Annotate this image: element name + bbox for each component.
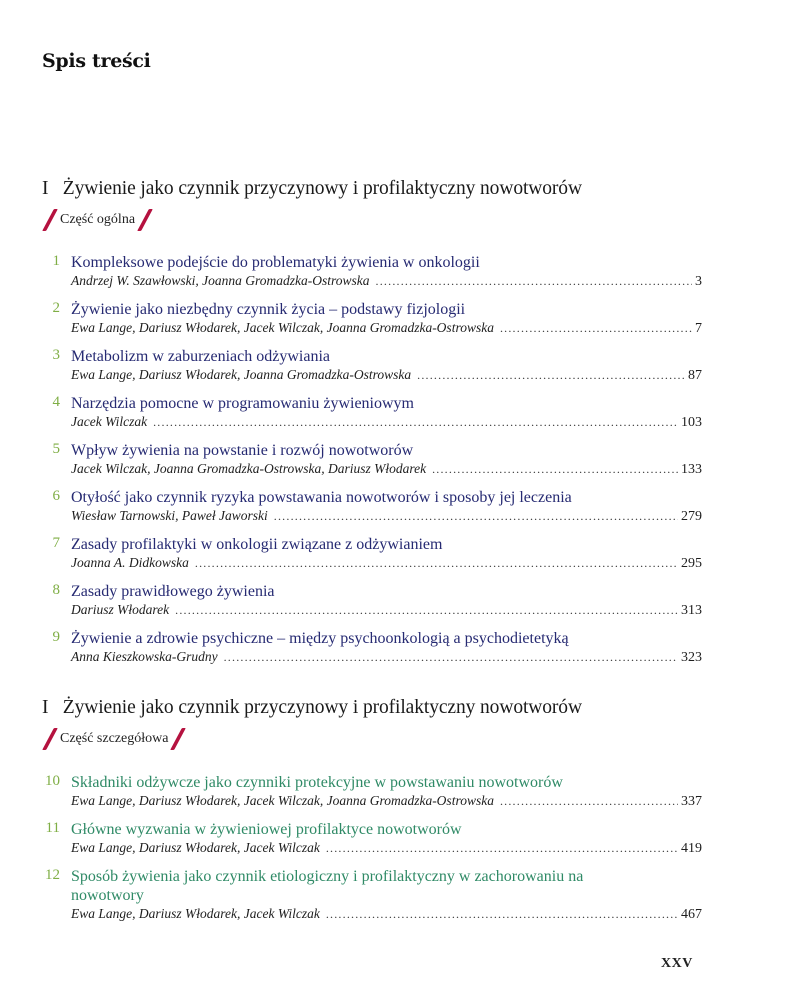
dot-leader	[224, 649, 678, 666]
chapter-title[interactable]: Sposób żywienia jako czynnik etiologiczny i profilaktyczny w zachorowaniu na nowotwory	[71, 868, 584, 904]
dot-leader	[417, 367, 685, 384]
chapter-authors: Ewa Lange, Dariusz Włodarek, Jacek Wilczak	[71, 840, 320, 855]
chapter-page-number[interactable]: 467	[681, 907, 702, 922]
chapter-authors-row	[71, 413, 702, 431]
chapter-page-number[interactable]: 295	[681, 556, 702, 571]
chapter-authors: Jacek Wilczak, Joanna Gromadzka-Ostrowska, Dariusz Włodarek	[71, 461, 427, 476]
toc-entry[interactable]	[42, 441, 702, 478]
subheading-text: Część szczegółowa	[60, 731, 169, 746]
dot-leader	[376, 273, 692, 290]
chapter-list	[42, 253, 702, 666]
chapter-number: 2	[52, 300, 60, 316]
chapter-number: 10	[45, 773, 60, 789]
chapter-page-number[interactable]: 279	[681, 509, 702, 524]
page-title: Spis treści	[42, 50, 151, 72]
dot-leader	[195, 555, 678, 572]
subheading-text: Część ogólna	[60, 212, 136, 227]
chapter-authors-row	[71, 792, 702, 810]
chapter-authors: Ewa Lange, Dariusz Włodarek, Jacek Wilczak	[71, 906, 320, 921]
chapter-number: 9	[52, 629, 60, 645]
chapter-number: 7	[52, 535, 60, 551]
chapter-page-number[interactable]: 7	[695, 321, 702, 336]
chapter-list	[42, 773, 702, 923]
chapter-authors-row	[71, 839, 702, 857]
chapter-authors: Andrzej W. Szawłowski, Joanna Gromadzka-Ostrowska	[71, 273, 370, 288]
dot-leader	[500, 320, 692, 337]
chapter-authors: Ewa Lange, Dariusz Włodarek, Jacek Wilczak, Joanna Gromadzka-Ostrowska	[71, 320, 494, 335]
slash-mark-icon	[42, 209, 58, 231]
chapter-authors-row	[71, 601, 702, 619]
chapter-authors: Dariusz Włodarek	[71, 602, 170, 617]
chapter-number: 4	[52, 394, 60, 410]
dot-leader	[274, 508, 678, 525]
page-number: XXV	[661, 956, 693, 971]
chapter-title[interactable]: Główne wyzwania w żywieniowej profilaktyce nowotworów	[71, 821, 462, 838]
dot-leader	[500, 793, 678, 810]
slash-mark-icon	[42, 728, 58, 750]
chapter-number: 6	[52, 488, 60, 504]
chapter-authors: Ewa Lange, Dariusz Włodarek, Joanna Gromadzka-Ostrowska	[71, 367, 412, 382]
chapter-page-number[interactable]: 3	[695, 274, 702, 289]
chapter-authors: Ewa Lange, Dariusz Włodarek, Jacek Wilczak, Joanna Gromadzka-Ostrowska	[71, 793, 494, 808]
chapter-authors-row	[71, 319, 702, 337]
toc-entry[interactable]	[42, 820, 702, 857]
toc-entry[interactable]	[42, 300, 702, 337]
toc-entry[interactable]	[42, 488, 702, 525]
chapter-number: 3	[52, 347, 60, 363]
toc-entry[interactable]	[42, 867, 702, 923]
chapter-authors-row	[71, 272, 702, 290]
slash-mark-icon	[137, 209, 153, 231]
chapter-title[interactable]: Żywienie jako niezbędny czynnik życia – podstawy fizjologii	[71, 301, 466, 318]
chapter-authors-row	[71, 460, 702, 478]
chapter-page-number[interactable]: 419	[681, 841, 702, 856]
chapter-number: 5	[52, 441, 60, 457]
dot-leader	[175, 602, 678, 619]
chapter-authors: Jacek Wilczak	[71, 414, 148, 429]
chapter-title[interactable]: Kompleksowe podejście do problematyki żywienia w onkologii	[71, 254, 480, 271]
part-heading-text: Żywienie jako czynnik przyczynowy i profilaktyczny nowotworów	[62, 178, 582, 199]
part-roman-numeral: I	[42, 697, 49, 718]
part-roman-numeral: I	[42, 178, 49, 199]
chapter-page-number[interactable]: 337	[681, 794, 702, 809]
toc-entry[interactable]	[42, 629, 702, 666]
toc-entry[interactable]	[42, 535, 702, 572]
chapter-authors-row	[71, 905, 702, 923]
toc-entry[interactable]	[42, 773, 702, 810]
chapter-authors-row	[71, 554, 702, 572]
chapter-title[interactable]: Otyłość jako czynnik ryzyka powstawania nowotworów i sposoby jej leczenia	[71, 489, 572, 506]
part-subheading	[42, 209, 702, 231]
chapter-authors-row	[71, 648, 702, 666]
chapter-authors: Anna Kieszkowska-Grudny	[71, 649, 218, 664]
toc-entry[interactable]	[42, 394, 702, 431]
chapter-page-number[interactable]: 103	[681, 415, 702, 430]
chapter-title[interactable]: Zasady prawidłowego żywienia	[71, 583, 275, 600]
dot-leader	[153, 414, 678, 431]
part-subheading	[42, 728, 702, 750]
chapter-number: 12	[45, 867, 60, 883]
part-heading	[42, 178, 702, 200]
slash-mark-icon	[171, 728, 187, 750]
chapter-title[interactable]: Wpływ żywienia na powstanie i rozwój nowotworów	[71, 442, 414, 459]
part-heading	[42, 697, 702, 719]
chapter-title[interactable]: Składniki odżywcze jako czynniki protekcyjne w powstawaniu nowotworów	[71, 774, 563, 791]
dot-leader	[326, 840, 678, 857]
toc-entry[interactable]	[42, 582, 702, 619]
part-section-general	[42, 178, 702, 666]
chapter-number: 1	[52, 253, 60, 269]
chapter-title[interactable]: Metabolizm w zaburzeniach odżywiania	[71, 348, 330, 365]
chapter-number: 8	[52, 582, 60, 598]
chapter-title[interactable]: Zasady profilaktyki w onkologii związane z odżywianiem	[71, 536, 443, 553]
part-heading-text: Żywienie jako czynnik przyczynowy i profilaktyczny nowotworów	[62, 697, 582, 718]
chapter-authors-row	[71, 366, 702, 384]
chapter-title[interactable]: Narzędzia pomocne w programowaniu żywieniowym	[71, 395, 414, 412]
chapter-title[interactable]: Żywienie a zdrowie psychiczne – między psychoonkologią a psychodietetyką	[71, 630, 569, 647]
part-section-detailed	[42, 697, 702, 923]
chapter-authors: Joanna A. Didkowska	[71, 555, 189, 570]
chapter-authors-row	[71, 507, 702, 525]
chapter-authors: Wiesław Tarnowski, Paweł Jaworski	[71, 508, 268, 523]
chapter-number: 11	[45, 820, 60, 836]
chapter-page-number[interactable]: 323	[681, 650, 702, 665]
toc-entry[interactable]	[42, 253, 702, 290]
chapter-page-number[interactable]: 133	[681, 462, 702, 477]
chapter-page-number[interactable]: 313	[681, 603, 702, 618]
dot-leader	[432, 461, 678, 478]
chapter-page-number[interactable]: 87	[688, 368, 702, 383]
toc-entry[interactable]	[42, 347, 702, 384]
dot-leader	[326, 906, 678, 923]
